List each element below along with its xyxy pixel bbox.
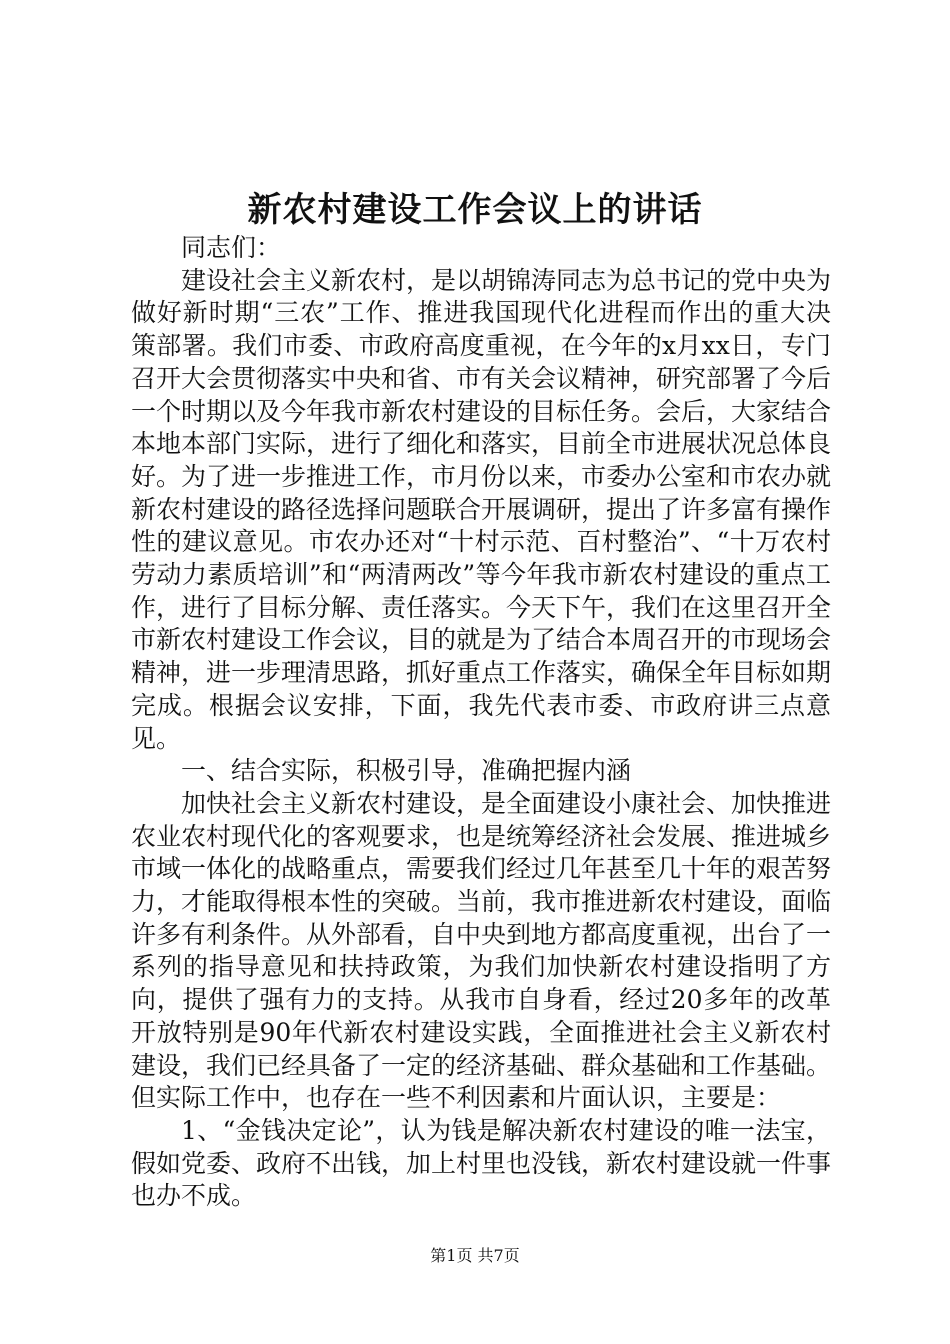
document-title: 新农村建设工作会议上的讲话 <box>247 190 703 230</box>
section-heading-1: 一、结合实际，积极引导，准确把握内涵 <box>181 756 632 786</box>
salutation: 同志们： <box>181 233 282 262</box>
paragraph-section-1: 加快社会主义新农村建设，是全面建设小康社会、加快推进农业农村现代化的客观要求，也是统筹经济社会发展、推进城乡市域一体化的战略重点，需要我们经过几年甚至几十年的艰苦努力，才能取得根本性的突破。当前，我市推进新农村建设，面临许多有利条件。从外部看，自中央到地方都高度重视，出台了一系列的指导意见和扶持政策，为我们加快新农村建设指明了方向，提供了强有力的支持。从我市自身看，经过20多年的改革开放特别是90年代新农村建设实践，全面推进社会主义新农村建设，我们已经具备了一定的经济基础、群众基础和工作基础。但实际工作中，也存在一些不利因素和片面认识，主要是： <box>131 788 832 1113</box>
document-body <box>131 232 831 1213</box>
paragraph-point-1: 1、“金钱决定论”，认为钱是解决新农村建设的唯一法宝，假如党委、政府不出钱，加上村里也没钱，新农村建设就一件事也办不成。 <box>131 1115 832 1211</box>
page-number: 第1页 共7页 <box>430 1246 520 1265</box>
paragraph-intro: 建设社会主义新农村，是以胡锦涛同志为总书记的党中央为做好新时期“三农”工作、推进我国现代化进程而作出的重大决策部署。我们市委、市政府高度重视，在今年的x月xx日，专门召开大会贯彻落实中央和省、市有关会议精神，研究部署了今后一个时期以及今年我市新农村建设的目标任务。会后，大家结合本地本部门实际，进行了细化和落实，目前全市进展状况总体良好。为了进一步推进工作，市月份以来，市委办公室和市农办就新农村建设的路径选择问题联合开展调研，提出了许多富有操作性的建议意见。市农办还对“十村示范、百村整治”、“十万农村劳动力素质培训”和“两清两改”等今年我市新农村建设的重点工作，进行了目标分解、责任落实。今天下午，我们在这里召开全市新农村建设工作会议，目的就是为了结合本周召开的市现场会精神，进一步理清思路，抓好重点工作落实，确保全年目标如期完成。根据会议安排，下面，我先代表市委、市政府讲三点意见。 <box>131 265 832 753</box>
